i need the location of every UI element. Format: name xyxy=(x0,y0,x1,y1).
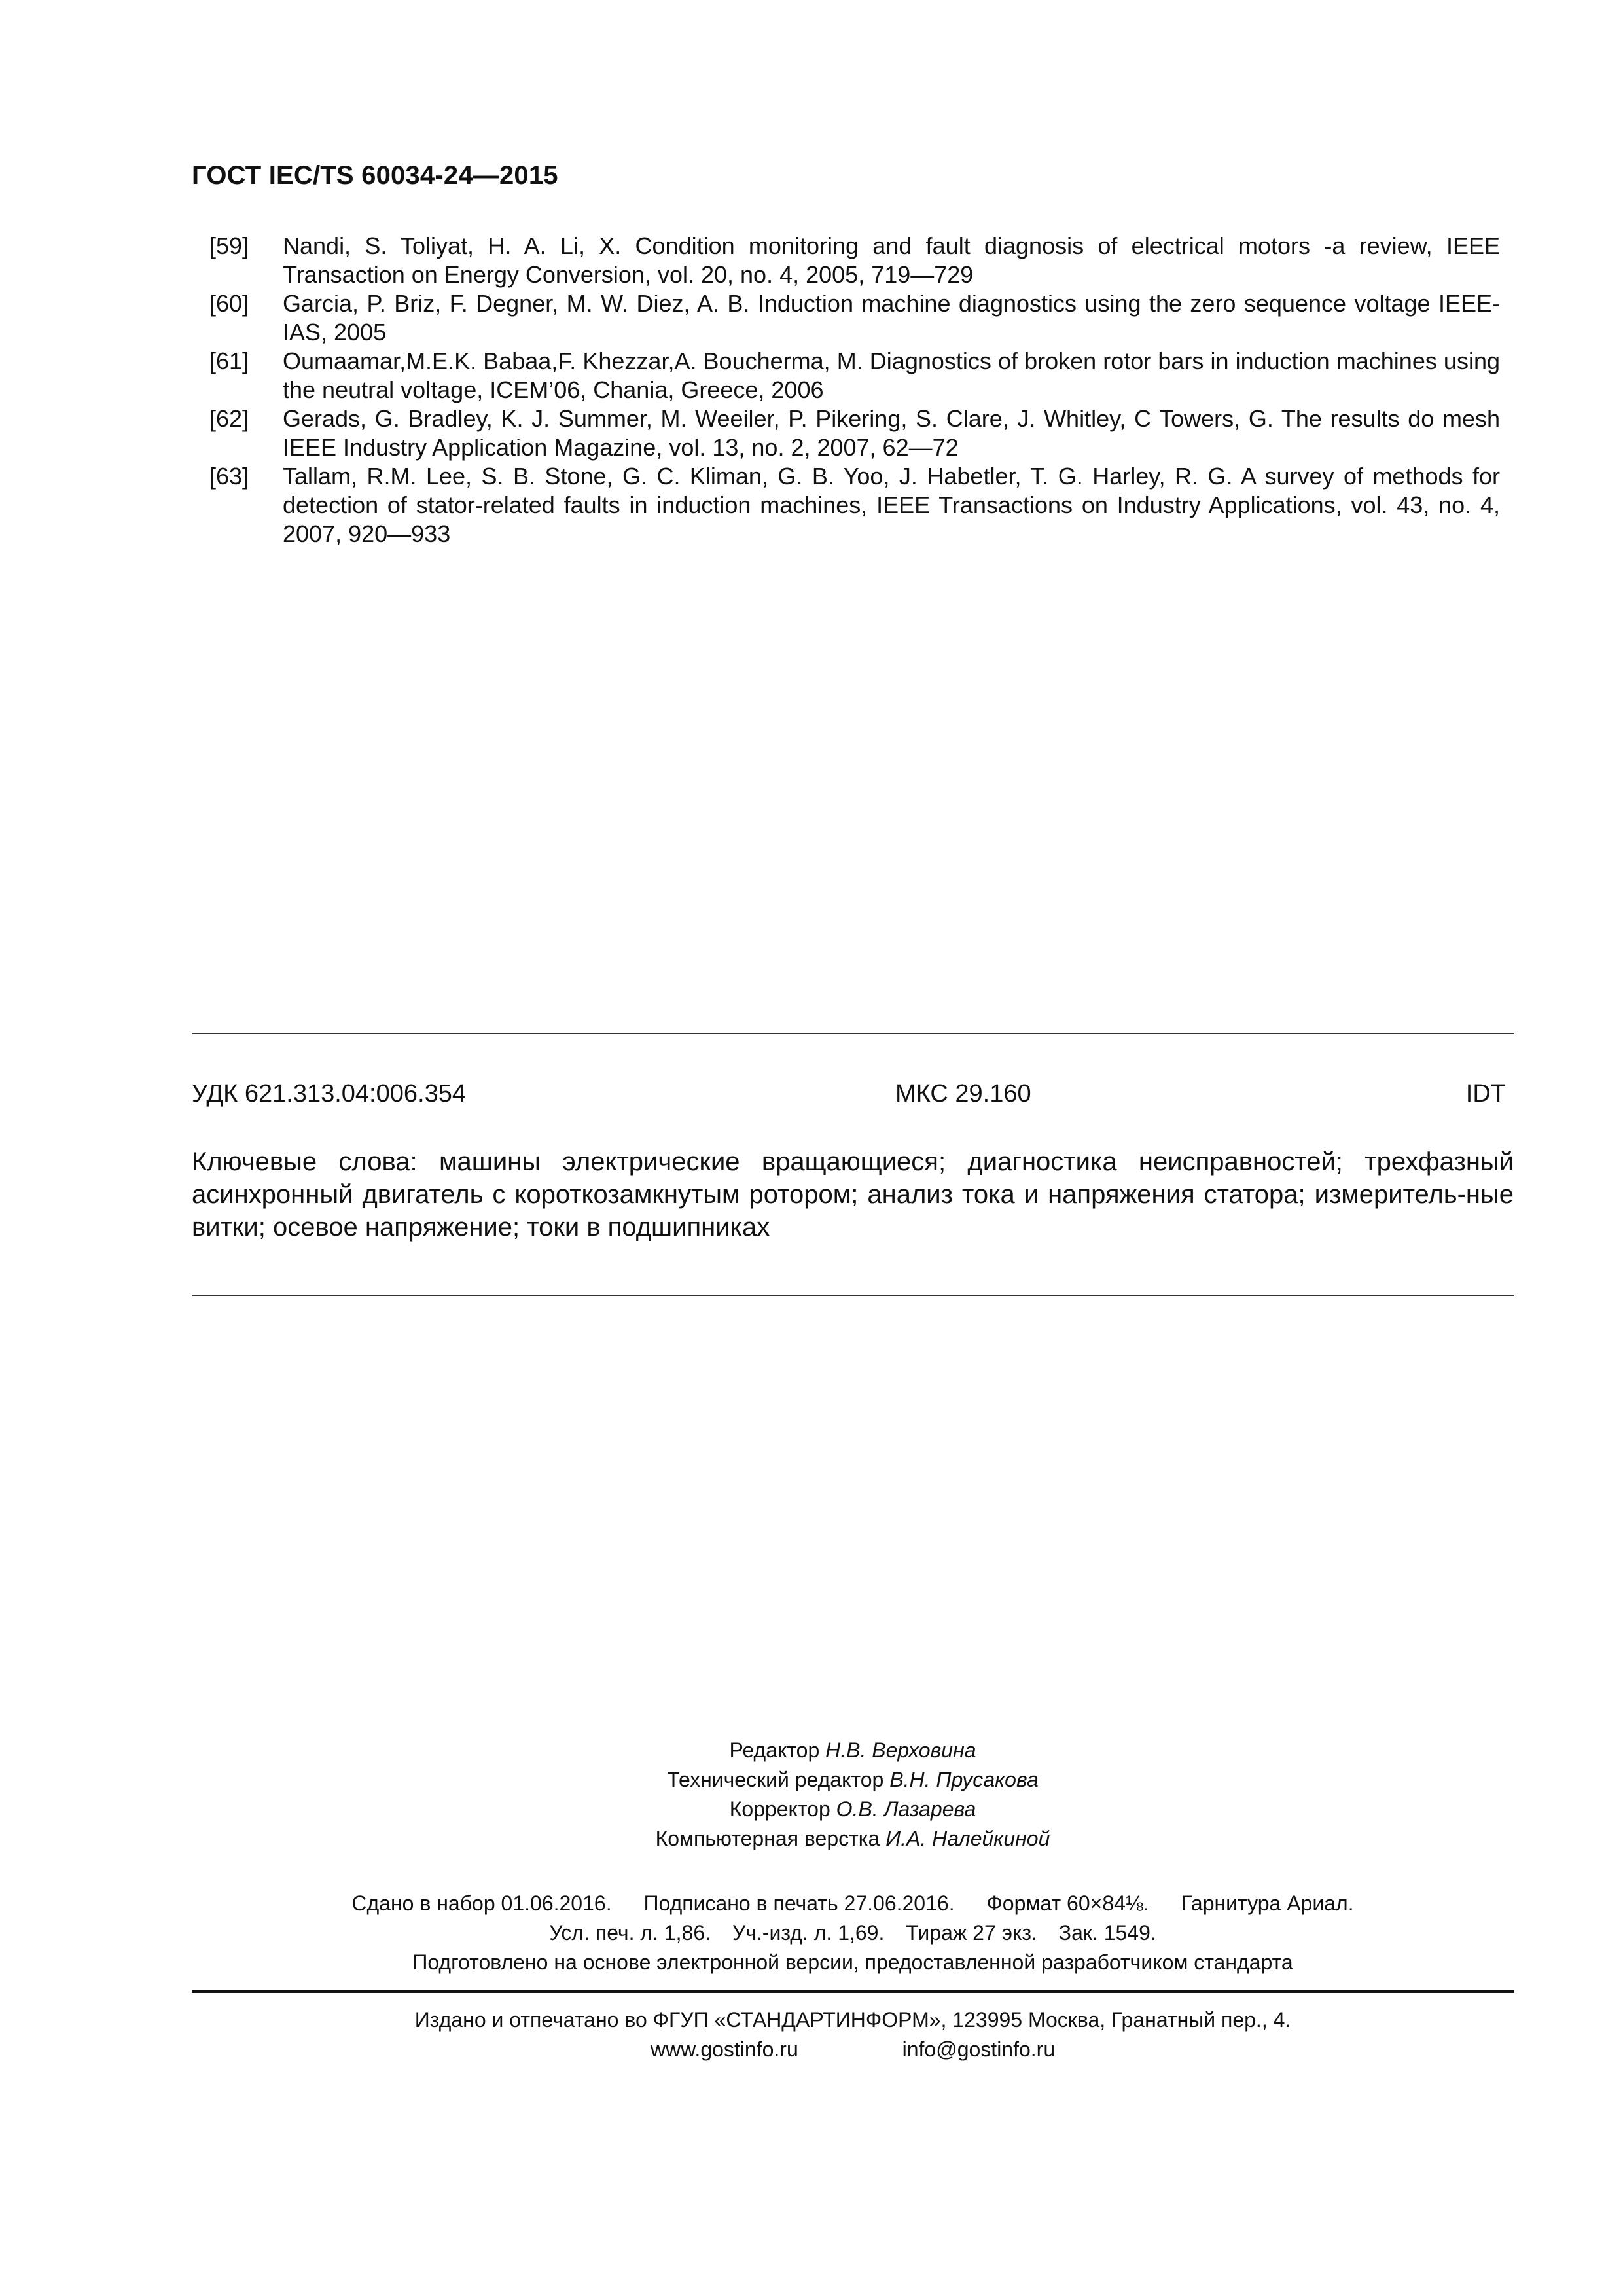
reference-item xyxy=(209,347,1500,404)
layout-line xyxy=(192,1824,1514,1854)
reference-item xyxy=(209,232,1500,289)
email-link[interactable]: info@gostinfo.ru xyxy=(902,2037,1056,2061)
paper-format: Формат 60×84⅛. xyxy=(986,1892,1149,1915)
reference-item xyxy=(209,289,1500,347)
divider-middle xyxy=(192,1295,1514,1296)
reference-item xyxy=(209,404,1500,462)
prepared-note: Подготовлено на основе электронной версии, предоставленной разработчиком стандарта xyxy=(412,1950,1293,1974)
printer-info xyxy=(192,2005,1514,2064)
reference-text: Gerads, G. Bradley, K. J. Summer, M. Weeiler, P. Pikering, S. Clare, J. Whitley, C Towers, G. The results do mesh IEEE Industry Application Magazine, vol. 13, no. 2, 2007, 62—72 xyxy=(283,405,1500,461)
signed-date: Подписано в печать 27.06.2016. xyxy=(643,1892,955,1915)
idt-label: IDT xyxy=(1465,1080,1506,1107)
tech-editor-line xyxy=(192,1765,1514,1795)
editor-line xyxy=(192,1736,1514,1765)
layout-name: И.А. Налейкиной xyxy=(885,1827,1050,1850)
publication-info xyxy=(192,1889,1514,1977)
reference-text: Oumaamar,M.E.K. Babaa,F. Khezzar,A. Boucherma, M. Diagnostics of broken rotor bars in induction machines using the neutral voltage, ICEM’06, Chania, Greece, 2006 xyxy=(283,348,1500,403)
circulation: Тираж 27 экз. xyxy=(906,1921,1037,1945)
typeface: Гарнитура Ариал. xyxy=(1181,1892,1354,1915)
editor-name: Н.В. Верховина xyxy=(825,1738,976,1762)
reference-number: [60] xyxy=(209,290,249,317)
printer-contacts xyxy=(192,2035,1514,2064)
layout-label: Компьютерная верстка xyxy=(655,1827,880,1850)
tech-editor-name: В.Н. Прусакова xyxy=(889,1768,1039,1791)
order-number: Зак. 1549. xyxy=(1058,1921,1156,1945)
divider-bottom xyxy=(192,1990,1514,1993)
reference-item xyxy=(209,462,1500,548)
page-header: ГОСТ IEC/TS 60034-24—2015 xyxy=(192,161,558,190)
divider-top xyxy=(192,1033,1514,1034)
reference-list xyxy=(209,232,1500,548)
keywords-text: Ключевые слова: машины электрические вращающиеся; диагностика неисправностей; трехфазный асинхронный двигатель с короткозамкнутым ротором; анализ тока и напряжения статора; измеритель-ные витки; осевое напряжение; токи в подшипниках xyxy=(192,1147,1514,1242)
publication-line-1 xyxy=(192,1889,1514,1918)
corrector-line xyxy=(192,1795,1514,1824)
submitted-date: Сдано в набор 01.06.2016. xyxy=(351,1892,612,1915)
classification-row xyxy=(192,1080,1514,1113)
credits-block xyxy=(192,1736,1514,1854)
tech-editor-label: Технический редактор xyxy=(667,1768,884,1791)
reference-text: Tallam, R.M. Lee, S. B. Stone, G. C. Kliman, G. B. Yoo, J. Habetler, T. G. Harley, R. G. A survey of methods for detection of stator-related faults in induction machines, IEEE Transactions on Industry Applications, vol. 43, no. 4, 2007, 920—933 xyxy=(283,463,1500,547)
publisher-sheets: Уч.-изд. л. 1,69. xyxy=(732,1921,885,1945)
editor-label: Редактор xyxy=(729,1738,820,1762)
corrector-name: О.В. Лазарева xyxy=(836,1797,976,1821)
udk-code: УДК 621.313.04:006.354 xyxy=(192,1080,466,1107)
printer-address: Издано и отпечатано во ФГУП «СТАНДАРТИНФОРМ», 123995 Москва, Гранатный пер., 4. xyxy=(414,2008,1291,2032)
corrector-label: Корректор xyxy=(729,1797,830,1821)
print-sheets: Усл. печ. л. 1,86. xyxy=(549,1921,711,1945)
mks-code: МКС 29.160 xyxy=(895,1080,1031,1107)
reference-number: [59] xyxy=(209,232,249,259)
website-link[interactable]: www.gostinfo.ru xyxy=(650,2037,798,2061)
publication-line-2 xyxy=(192,1918,1514,1948)
reference-number: [62] xyxy=(209,405,249,432)
reference-text: Garcia, P. Briz, F. Degner, M. W. Diez, A. B. Induction machine diagnostics using the zero sequence voltage IEEE-IAS, 2005 xyxy=(283,290,1500,346)
reference-number: [63] xyxy=(209,463,249,490)
reference-number: [61] xyxy=(209,348,249,374)
reference-text: Nandi, S. Toliyat, H. A. Li, X. Condition monitoring and fault diagnosis of electrical motors -a review, IEEE Transaction on Energy Conversion, vol. 20, no. 4, 2005, 719—729 xyxy=(283,232,1500,288)
